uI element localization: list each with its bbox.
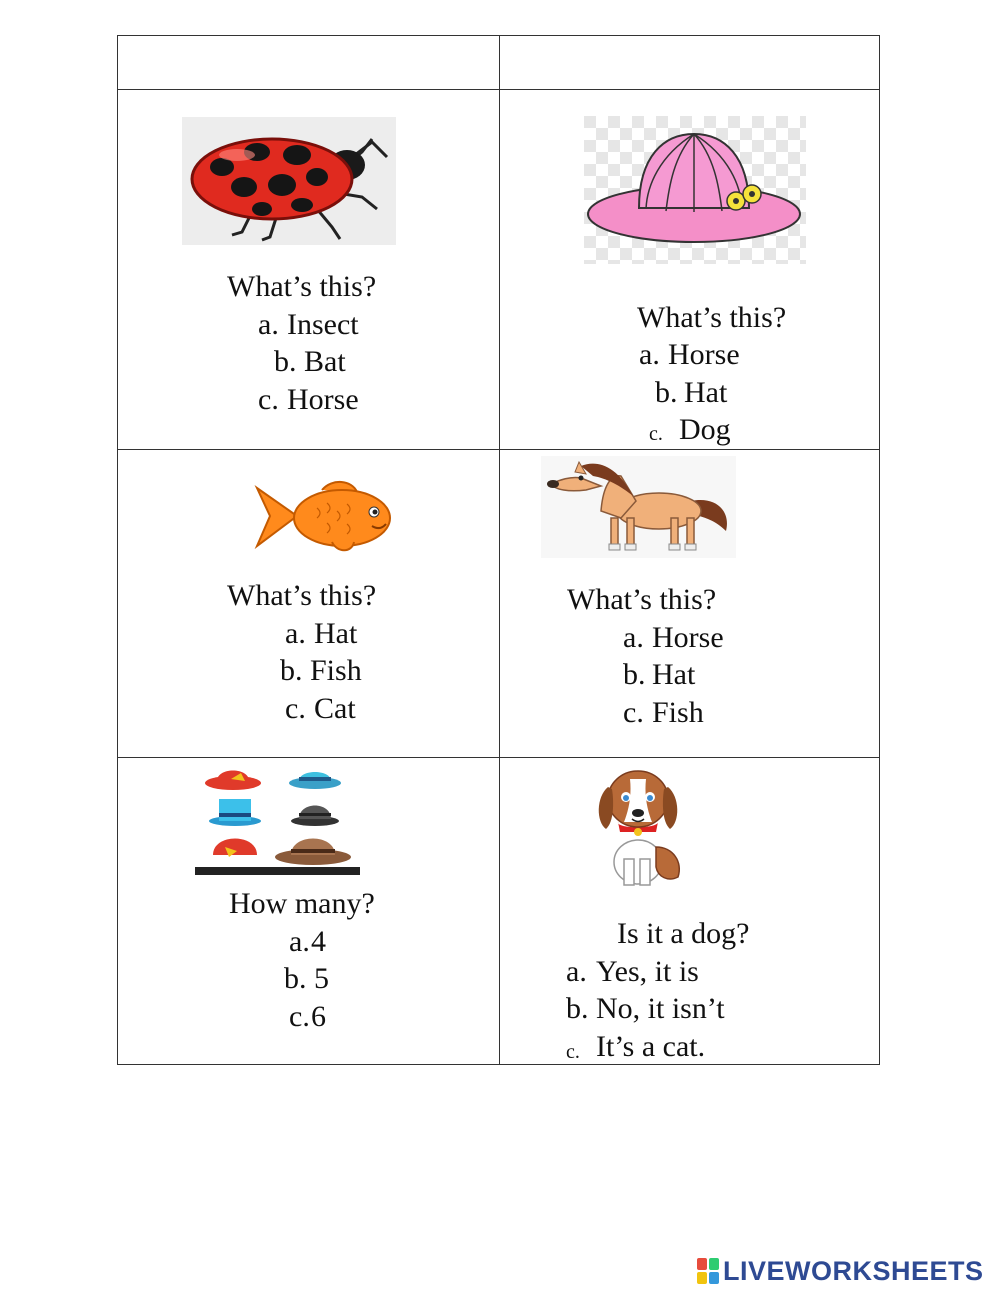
option-marker: b.	[284, 962, 307, 995]
option-marker: b.	[280, 654, 303, 687]
option-text[interactable]: Horse	[287, 383, 359, 416]
option-marker: c.	[258, 383, 279, 416]
option-marker: b.	[566, 992, 589, 1025]
question-text: What’s this?	[567, 583, 717, 616]
option-text[interactable]: Hat	[684, 376, 728, 409]
option-text[interactable]: Fish	[310, 654, 362, 687]
option-marker: a.	[258, 308, 279, 341]
row-divider	[118, 89, 879, 90]
option-marker: c.	[566, 1041, 580, 1063]
option-text[interactable]: 6	[311, 1000, 326, 1033]
option-text[interactable]: Yes, it is	[596, 955, 699, 988]
horse-icon	[541, 456, 736, 558]
option-text[interactable]: Insect	[287, 308, 359, 341]
option-text[interactable]: 4	[311, 925, 326, 958]
pink-hat-icon	[584, 116, 806, 264]
ladybug-icon	[182, 117, 396, 245]
puppy-icon	[588, 767, 688, 889]
option-marker: c.	[285, 692, 306, 725]
column-divider	[499, 36, 500, 1064]
question-text: What’s this?	[637, 301, 787, 334]
option-marker: c.	[289, 1000, 310, 1033]
option-marker: a.	[639, 338, 660, 371]
option-marker: c.	[649, 423, 663, 445]
option-marker: a.	[566, 955, 587, 988]
question-text: How many?	[229, 887, 375, 920]
goldfish-icon	[252, 478, 394, 553]
option-marker: b.	[623, 658, 646, 691]
question-text: What’s this?	[227, 579, 377, 612]
option-marker: a.	[285, 617, 306, 650]
option-text[interactable]: Bat	[304, 345, 346, 378]
row-divider	[118, 449, 879, 450]
liveworksheets-logo	[697, 1256, 984, 1286]
option-text[interactable]: Hat	[652, 658, 696, 691]
option-text[interactable]: Dog	[679, 413, 731, 446]
option-marker: a.	[289, 925, 310, 958]
question-text: What’s this?	[227, 270, 377, 303]
option-text[interactable]: Horse	[652, 621, 724, 654]
option-text[interactable]: No, it isn’t	[596, 992, 725, 1025]
logo-mark-icon	[697, 1258, 719, 1284]
option-marker: a.	[623, 621, 644, 654]
option-text[interactable]: Cat	[314, 692, 356, 725]
option-text[interactable]: 5	[314, 962, 329, 995]
option-marker: b.	[655, 376, 678, 409]
option-text[interactable]: Horse	[668, 338, 740, 371]
option-marker: b.	[274, 345, 297, 378]
option-marker: c.	[623, 696, 644, 729]
hats-collection-icon	[195, 763, 360, 875]
option-text[interactable]: It’s a cat.	[596, 1030, 706, 1063]
option-text[interactable]: Fish	[652, 696, 704, 729]
logo-text: LIVEWORKSHEETS	[723, 1255, 984, 1286]
option-text[interactable]: Hat	[314, 617, 358, 650]
question-text: Is it a dog?	[617, 917, 750, 950]
row-divider	[118, 757, 879, 758]
